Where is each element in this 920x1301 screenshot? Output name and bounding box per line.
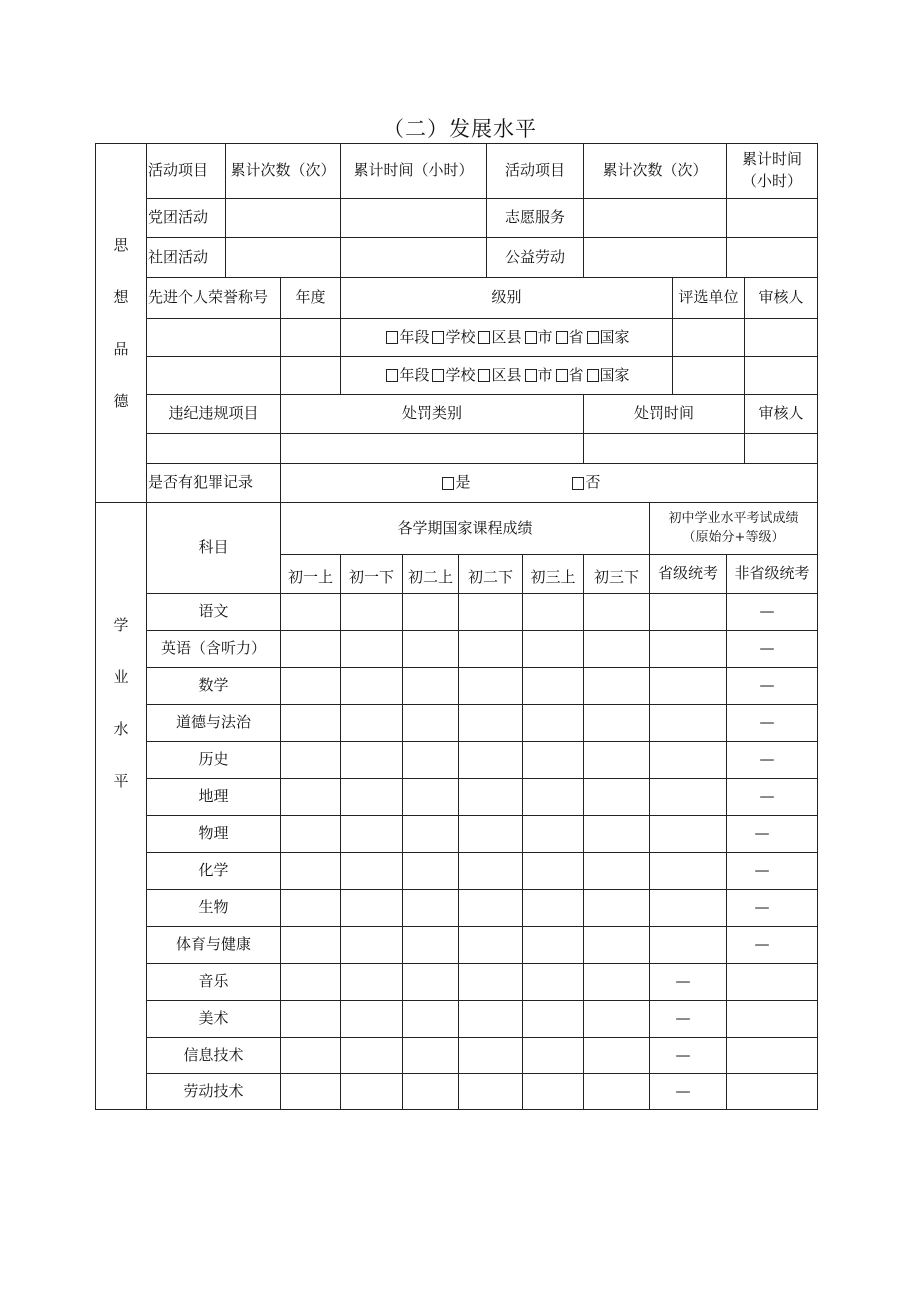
honor-title-header: 先进个人荣誉称号 (148, 288, 269, 307)
level-checkbox[interactable] (587, 331, 599, 344)
level-checkbox[interactable] (386, 369, 398, 382)
exam-grades-header: 初中学业水平考试成绩 （原始分+等级） (668, 510, 799, 545)
dash-mark: — (759, 602, 775, 621)
subject-name: 地理 (198, 787, 229, 806)
level-checkbox[interactable] (556, 369, 568, 382)
section-label-academic: 学 业 水 平 (113, 616, 129, 790)
crime-yes-option[interactable]: 是 (410, 464, 500, 502)
provincial-exam-header: 省级统考 (657, 564, 718, 583)
honor-year-header: 年度 (295, 288, 326, 307)
dash-mark: — (759, 787, 775, 806)
subject-name: 体育与健康 (175, 935, 251, 954)
subject-name: 语文 (198, 602, 229, 621)
subject-name: 音乐 (198, 972, 229, 991)
semester-header: 初一下 (348, 567, 394, 586)
activity-count-header-2: 累计次数（次） (602, 161, 708, 180)
level-checkbox[interactable] (478, 369, 490, 382)
violation-type-header: 处罚类别 (401, 404, 462, 423)
subject-name: 数学 (198, 676, 229, 695)
activity-public-labor: 公益劳动 (504, 247, 565, 266)
dash-mark: — (759, 639, 775, 658)
dash-mark: — (675, 1045, 691, 1064)
violation-reviewer-header: 审核人 (758, 404, 804, 423)
violation-item-header: 违纪违规项目 (168, 404, 259, 423)
activity-count-header: 累计次数（次） (230, 161, 336, 180)
subject-name: 信息技术 (183, 1045, 244, 1064)
semester-header: 初三上 (530, 567, 576, 586)
subject-header: 科目 (198, 538, 229, 557)
level-checkbox[interactable] (587, 369, 599, 382)
honor-unit-header: 评选单位 (678, 288, 739, 307)
dash-mark: — (759, 713, 775, 732)
dash-mark: — (754, 898, 770, 917)
subject-name: 英语（含听力） (160, 639, 266, 658)
crime-record-label: 是否有犯罪记录 (148, 473, 254, 492)
dash-mark: — (754, 935, 770, 954)
semester-header: 初二上 (407, 567, 453, 586)
page-title: （二）发展水平 (383, 117, 537, 141)
dash-mark: — (759, 750, 775, 769)
level-checkbox[interactable] (386, 331, 398, 344)
activity-item-header: 活动项目 (148, 161, 209, 180)
subject-name: 历史 (198, 750, 229, 769)
dash-mark: — (675, 972, 691, 991)
activity-party: 党团活动 (148, 208, 209, 227)
subject-name: 生物 (198, 898, 229, 917)
dash-mark: — (754, 824, 770, 843)
violation-time-header: 处罚时间 (633, 404, 694, 423)
crime-no-checkbox[interactable] (572, 477, 584, 490)
semester-header: 初一上 (287, 567, 333, 586)
level-checkbox[interactable] (432, 369, 444, 382)
level-checkbox[interactable] (556, 331, 568, 344)
honor-level-header: 级别 (491, 288, 522, 307)
subject-name: 物理 (198, 824, 229, 843)
level-checkbox[interactable] (525, 369, 537, 382)
subject-name: 道德与法治 (175, 713, 251, 732)
dash-mark: — (675, 1081, 691, 1100)
activity-club: 社团活动 (148, 247, 209, 266)
semester-header: 初三下 (593, 567, 639, 586)
honor-level-options: 年段 学校 区县 市 省 国家 (341, 357, 672, 394)
level-checkbox[interactable] (432, 331, 444, 344)
activity-item-header-2: 活动项目 (504, 161, 565, 180)
honor-level-options: 年段 学校 区县 市 省 国家 (341, 319, 672, 356)
dash-mark: — (759, 676, 775, 695)
crime-no-option[interactable]: 否 (540, 464, 630, 502)
semester-header: 初二下 (467, 567, 513, 586)
level-checkbox[interactable] (525, 331, 537, 344)
semester-grades-header: 各学期国家课程成绩 (397, 518, 533, 537)
crime-yes-checkbox[interactable] (442, 477, 454, 490)
subject-name: 美术 (198, 1009, 229, 1028)
activity-time-header: 累计时间（小时） (353, 161, 474, 180)
level-checkbox[interactable] (478, 331, 490, 344)
activity-volunteer: 志愿服务 (504, 208, 565, 227)
subject-name: 劳动技术 (183, 1081, 244, 1100)
subject-name: 化学 (198, 861, 229, 880)
honor-reviewer-header: 审核人 (758, 288, 804, 307)
dash-mark: — (754, 861, 770, 880)
dash-mark: — (675, 1009, 691, 1028)
section-label-moral: 思 想 品 德 (113, 236, 129, 410)
non-provincial-exam-header: 非省级统考 (734, 564, 810, 583)
activity-time-header-2: 累计时间 （小时） (741, 150, 802, 190)
